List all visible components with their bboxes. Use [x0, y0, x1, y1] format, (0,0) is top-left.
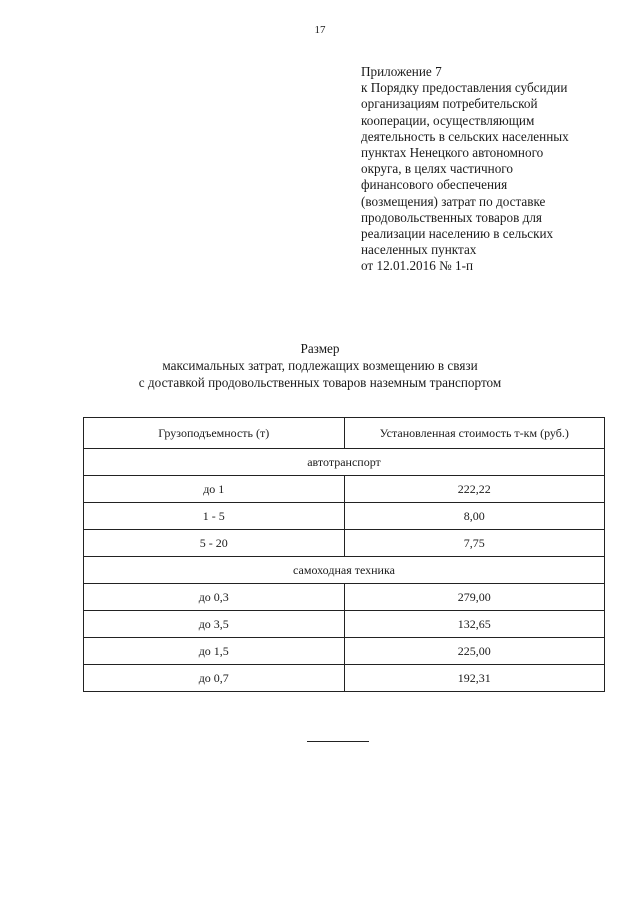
title-line: Размер	[300, 341, 340, 356]
appendix-line: пунктах Ненецкого автономного	[361, 145, 544, 161]
rates-table	[83, 417, 605, 692]
table-row	[84, 611, 605, 638]
table-row	[84, 476, 605, 503]
table-row	[84, 584, 605, 611]
page-number: 17	[314, 24, 326, 36]
table-row	[84, 638, 605, 665]
column-header-cost: Установленная стоимость т-км (руб.)	[344, 418, 604, 449]
table-row	[84, 530, 605, 557]
table-header-row	[84, 418, 605, 449]
end-divider	[307, 741, 369, 742]
cost-cell: 192,31	[344, 665, 604, 692]
appendix-line: (возмещения) затрат по доставке	[361, 193, 546, 209]
group-row	[84, 449, 605, 476]
cost-cell: 7,75	[344, 530, 604, 557]
cost-cell: 225,00	[344, 638, 604, 665]
appendix-line: финансового обеспечения	[361, 177, 508, 193]
cost-cell: 132,65	[344, 611, 604, 638]
capacity-cell: 1 - 5	[84, 503, 345, 530]
title-line: максимальных затрат, подлежащих возмещению в связи	[162, 358, 478, 373]
capacity-cell: 5 - 20	[84, 530, 345, 557]
title-line: с доставкой продовольственных товаров наземным транспортом	[138, 375, 502, 390]
capacity-cell: до 0,3	[84, 584, 345, 611]
cost-cell: 8,00	[344, 503, 604, 530]
column-header-capacity: Грузоподъемность (т)	[84, 418, 345, 449]
appendix-line: населенных пунктах	[361, 242, 477, 258]
appendix-line: реализации населению в сельских	[361, 226, 554, 242]
appendix-line: кооперации, осуществляющим	[361, 112, 535, 128]
capacity-cell: до 1,5	[84, 638, 345, 665]
table-row	[84, 665, 605, 692]
appendix-line: организациям потребительской	[361, 96, 538, 112]
appendix-line: к Порядку предоставления субсидии	[361, 80, 568, 96]
capacity-cell: до 1	[84, 476, 345, 503]
capacity-cell: до 3,5	[84, 611, 345, 638]
appendix-line: от 12.01.2016 № 1-п	[361, 258, 474, 274]
capacity-cell: до 0,7	[84, 665, 345, 692]
appendix-line: деятельность в сельских населенных	[361, 128, 569, 144]
appendix-line: округа, в целях частичного	[361, 161, 513, 177]
appendix-note	[361, 64, 621, 275]
document-title	[0, 340, 640, 391]
group-label: автотранспорт	[84, 449, 605, 476]
appendix-line: Приложение 7	[361, 64, 442, 79]
group-label: самоходная техника	[84, 557, 605, 584]
appendix-line: продовольственных товаров для	[361, 209, 542, 225]
cost-cell: 222,22	[344, 476, 604, 503]
cost-cell: 279,00	[344, 584, 604, 611]
table-row	[84, 503, 605, 530]
group-row	[84, 557, 605, 584]
